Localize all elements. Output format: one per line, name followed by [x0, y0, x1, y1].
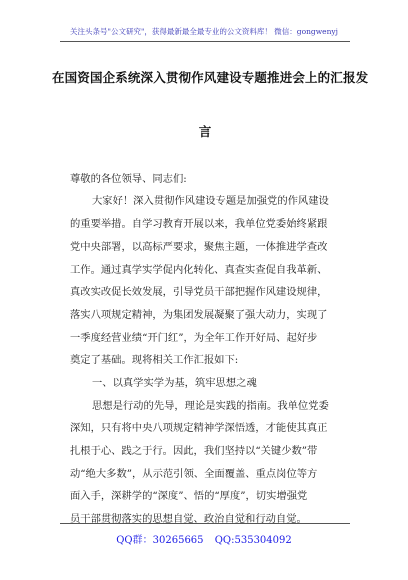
footer-contact	[0, 531, 408, 546]
body-line: 党中央部署，以高标严要求，聚焦主题，一体推进学查改	[70, 241, 328, 253]
body-line: 真改实改促长效发展，引导党员干部把握作风建设规律，	[70, 286, 328, 298]
header-divider	[60, 41, 350, 42]
salutation: 尊敬的各位领导、同志们:	[70, 173, 187, 185]
document-title-line-2: 言	[198, 124, 212, 139]
footer-qq: QQ:535304092	[214, 535, 292, 546]
body-line: 大家好！深入贯彻作风建设专题是加强党的作风建设	[92, 195, 329, 207]
body-line: 一季度经营业绩“开门红”，为全年工作开好局、起好步	[70, 332, 318, 344]
body-line: 面入手，深耕学的“深度”、悟的“厚度”，切实增强党	[70, 490, 308, 502]
footer-divider	[60, 523, 350, 524]
body-line: 的重要举措。自学习教育开展以来，我单位党委始终紧跟	[70, 218, 328, 230]
body-line: 扎根于心、践之于行。因此，我们坚持以“关键少数”带	[70, 445, 318, 457]
body-line: 深知，只有将中央八项规定精神学深悟透，才能使其真正	[70, 422, 328, 434]
body-line: 工作。通过真学实学促内化转化、真查实查促自我革新、	[70, 264, 328, 276]
body-line: 动“绝大多数”，从示范引领、全面覆盖、重点岗位等方	[70, 468, 318, 480]
body-line: 奠定了基础。现将相关工作汇报如下:	[70, 354, 239, 366]
body-line: 落实八项规定精神，为集团发展凝聚了强大动力，实现了	[70, 309, 328, 321]
document-title-line-1: 在国资国企系统深入贯彻作风建设专题推进会上的汇报发	[52, 70, 369, 85]
body-line: 员干部贯彻落实的思想自觉、政治自觉和行动自觉。	[70, 513, 307, 525]
body-line: 思想是行动的先导，理论是实践的指南。我单位党委	[92, 400, 329, 412]
footer-qq-group: QQ群：30265665	[116, 535, 204, 546]
header-banner: 关注头条号"公文研究"，获得最新最全最专业的公文资料库！ 微信：gongwenyj	[70, 27, 338, 36]
section-heading: 一、以真学实学为基，筑牢思想之魂	[92, 377, 257, 389]
